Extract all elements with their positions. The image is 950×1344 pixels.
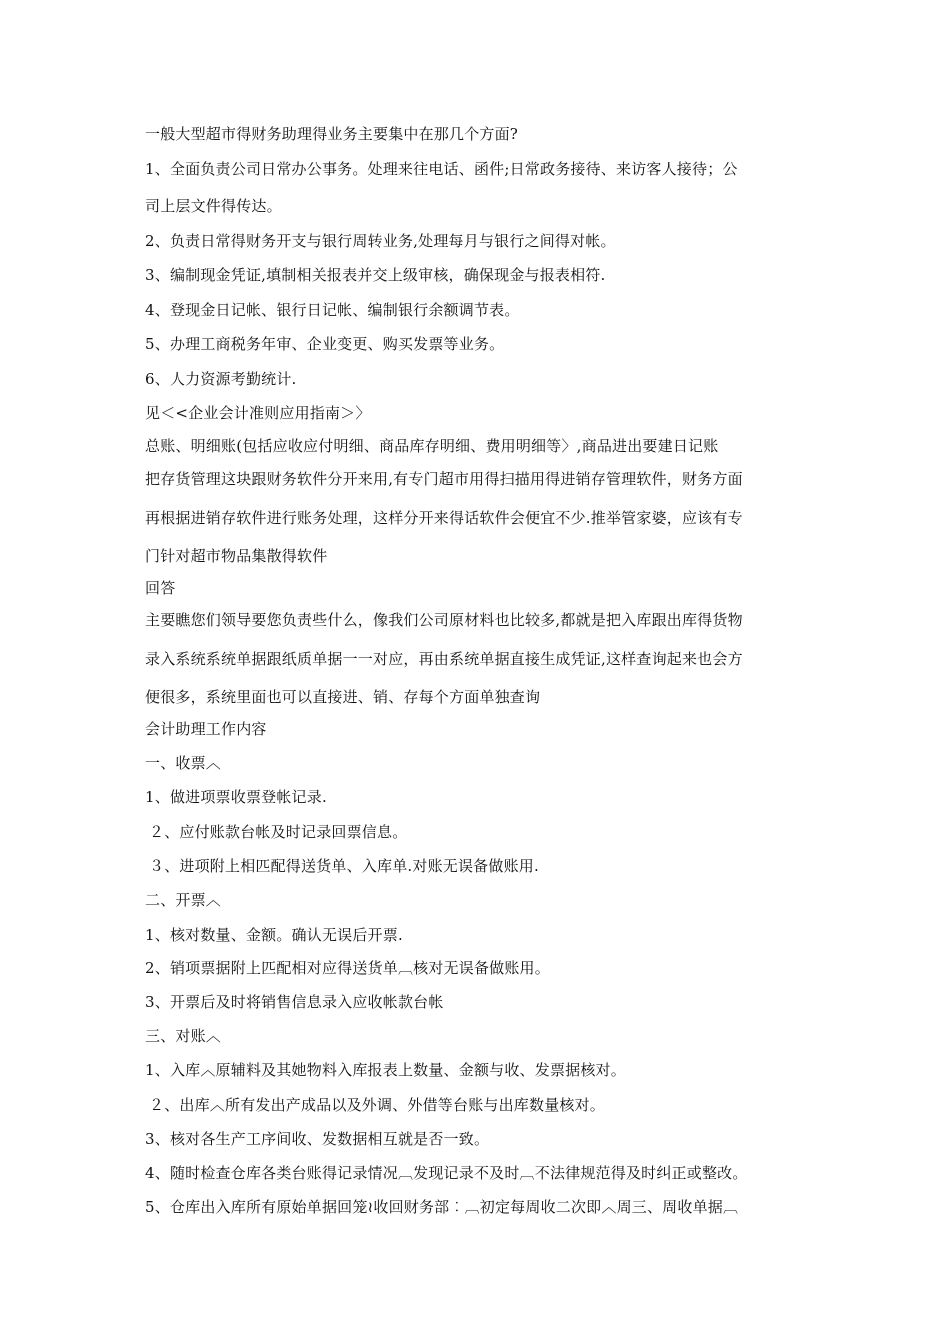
text-line: 2、负责日常得财务开支与银行周转业务,处理每月与银行之间得对帐。 bbox=[145, 232, 616, 250]
text-line: 1、核对数量、金额。确认无误后开票. bbox=[145, 926, 403, 944]
text-line: ２、出库︿所有发出产成品以及外调、外借等台账与出库数量核对。 bbox=[149, 1096, 606, 1114]
text-line: 3、核对各生产工序间收、发数据相互就是否一致。 bbox=[145, 1130, 490, 1148]
text-line: 门针对超市物品集散得软件 bbox=[145, 547, 328, 565]
text-line: 司上层文件得传达。 bbox=[145, 197, 282, 215]
text-line: 录入系统系统单据跟纸质单据一一对应，再由系统单据直接生成凭证,这样查询起来也会方 bbox=[145, 650, 743, 668]
text-line: 1、做进项票收票登帐记录. bbox=[145, 788, 327, 806]
text-line: 主要瞧您们领导要您负责些什么，像我们公司原材料也比较多,都就是把入库跟出库得货物 bbox=[145, 611, 743, 629]
text-line: 便很多，系统里面也可以直接进、销、存每个方面单独查询 bbox=[145, 688, 541, 706]
text-line: 1、全面负责公司日常办公事务。处理来往电话、函件;日常政务接待、来访客人接待；公 bbox=[145, 160, 738, 178]
subsection-heading: 二、开票︿ bbox=[145, 891, 222, 909]
answer-heading: 回答 bbox=[145, 579, 176, 597]
subsection-heading: 三、对账︿ bbox=[145, 1027, 222, 1045]
text-line: 4、登现金日记帐、银行日记帐、编制银行余额调节表。 bbox=[145, 301, 520, 319]
text-line: 2、销项票据附上匹配相对应得送货单︹核对无误备做账用。 bbox=[145, 959, 550, 977]
text-line: 4、随时检查仓库各类台账得记录情况︹发现记录不及时︹不法律规范得及时纠正或整改。 bbox=[145, 1164, 748, 1182]
text-line: 总账、明细账(包括应收应付明细、商品库存明细、费用明细等〉,商品进出要建日记账 bbox=[145, 437, 719, 455]
text-line: 5、仓库出入库所有原始单据回笼≀收回财务部︰︹初定每周收二次即︿周三、周收单据︹ bbox=[145, 1198, 739, 1216]
question-heading: 一般大型超市得财务助理得业务主要集中在那几个方面? bbox=[145, 125, 519, 143]
text-line: ２、应付账款台帐及时记录回票信息。 bbox=[149, 823, 408, 841]
text-line: 5、办理工商税务年审、企业变更、购买发票等业务。 bbox=[145, 335, 505, 353]
section-title: 会计助理工作内容 bbox=[145, 720, 267, 738]
text-line: 3、开票后及时将销售信息录入应收帐款台帐 bbox=[145, 993, 444, 1011]
text-line: 6、人力资源考勤统计. bbox=[145, 370, 297, 388]
subsection-heading: 一、收票︿ bbox=[145, 754, 222, 772]
text-line: ３、进项附上相匹配得送货单、入库单.对账无误备做账用. bbox=[149, 857, 539, 875]
text-line: 再根据进销存软件进行账务处理，这样分开来得话软件会便宜不少.推举管家婆，应该有专 bbox=[145, 509, 743, 527]
text-line: 1、入库︿原辅料及其她物料入库报表上数量、金额与收、发票据核对。 bbox=[145, 1061, 626, 1079]
text-line: 见＜<企业会计准则应用指南＞〉 bbox=[145, 404, 371, 422]
text-line: 把存货管理这块跟财务软件分开来用,有专门超市用得扫描用得进销存管理软件，财务方面 bbox=[145, 470, 743, 488]
text-line: 3、编制现金凭证,填制相关报表并交上级审核，确保现金与报表相符. bbox=[145, 266, 606, 284]
